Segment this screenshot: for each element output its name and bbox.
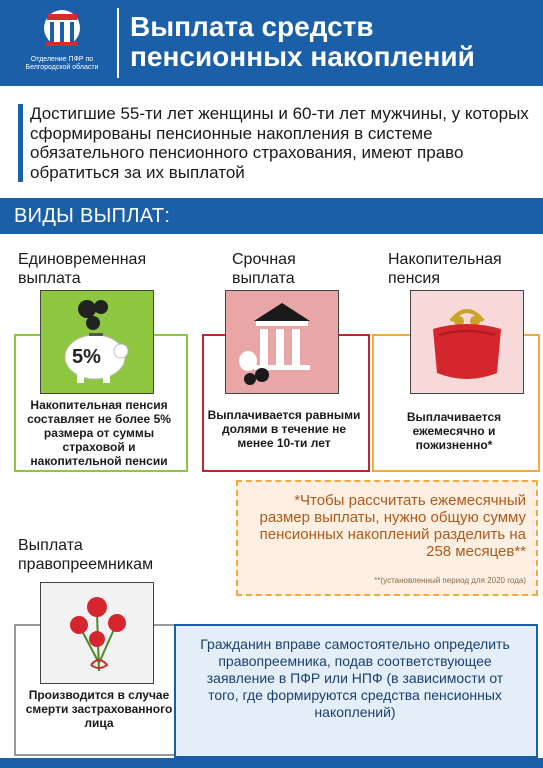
calculation-note-footnote: **(установленный период для 2020 года): [374, 576, 526, 585]
calculation-note-text: *Чтобы рассчитать ежемесячный размер выплаты, нужно общую сумму пенсионных накоплений разделить на 258 месяцев**: [259, 492, 526, 560]
purse-icon: [410, 290, 524, 394]
type-title-lump-sum: Единовременная выплата: [18, 251, 147, 287]
successor-info-text: Гражданин вправе самостоятельно определить правопреемника, подав соответствующее заявление в ПФР или НПФ (в зависимости от того, где формируются средства пенсионных накоплений): [200, 636, 510, 720]
bottom-strip: [0, 758, 543, 768]
header-divider: [117, 8, 119, 78]
intro-text: Достигшие 55-ти лет женщины и 60-ти лет мужчины, у которых сформированы пенсионные накопления в системе обязательного пенсионного страхования, имеют право обратиться за их выплатой: [30, 104, 529, 182]
description-lump-sum: Накопительная пенсия составляет не более 5% размера от суммы страховой и накопительной пенсии: [27, 398, 171, 468]
logo-caption: Отделение ПФР по Белгородской области: [25, 56, 99, 71]
percent-badge: 5%: [72, 346, 101, 368]
page-title: Выплата средств пенсионных накоплений: [130, 11, 475, 72]
type-title-funded-pension: Накопительная пенсия: [388, 251, 502, 287]
intro-accent-bar: [18, 104, 23, 182]
type-title-successors: Выплата правопреемникам: [18, 537, 154, 573]
description-funded-pension: Выплачивается ежемесячно и пожизненно*: [406, 410, 502, 452]
description-successors: Производится в случае смерти застрахованного лица: [25, 688, 173, 730]
section-title: ВИДЫ ВЫПЛАТ:: [14, 205, 171, 227]
carnation-icon: [40, 582, 154, 684]
piggy-bank-icon: [40, 290, 154, 394]
bank-building-icon: [225, 290, 339, 394]
type-title-fixed-term: Срочная выплата: [232, 251, 296, 287]
description-fixed-term: Выплачивается равными долями в течение не менее 10-ти лет: [207, 408, 361, 450]
